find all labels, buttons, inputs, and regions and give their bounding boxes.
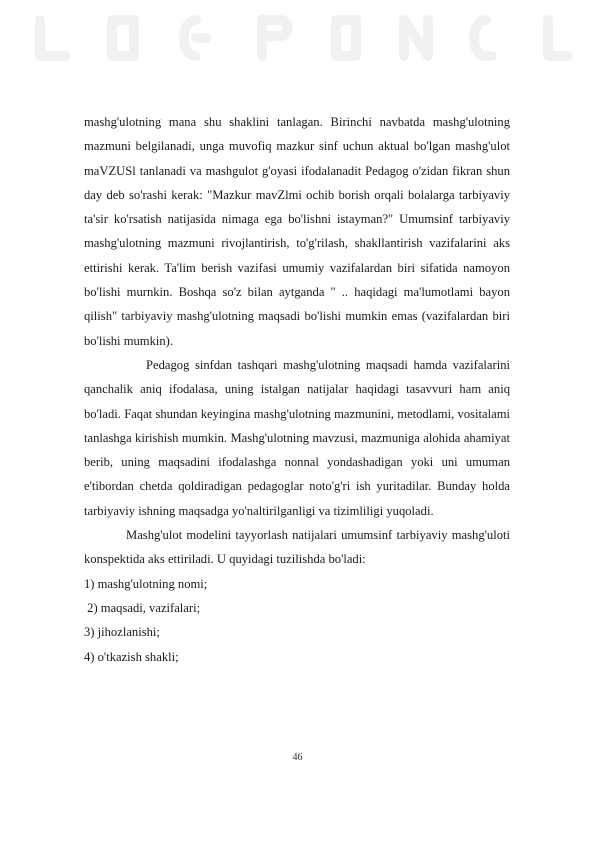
document-body bbox=[84, 110, 510, 669]
list-item-name: 1) mashg'ulotning nomi; bbox=[84, 576, 208, 591]
list-item-equipment: 3) jihozlanishi; bbox=[84, 625, 160, 640]
paragraph-pedagog-goals: Pedagog sinfdan tashqari mashg'ulotning maqsadi hamda vazifalarini qanchalik aniq ifodalasa, uning istalgan natijalar haqidagi tasavvuri ham aniq bo'ladi. Faqat shundan keyingina mashg'ulotning mazmunini, metodlami, vositalami tanlashga kirishish mumkin. Mashg'ulotning mavzusi, mazmuniga alohida ahamiyat berib, uning maqsadini ifodalashga nonnal yondashadigan yoki uni umuman e'tibordan chetda qoldiradigan pedagoglar noto'g'ri ish yuritadilar. Bunday holda tarbiyaviy ishning maqsadga yo'naltirilganligi va tizimliligi yuqoladi. bbox=[84, 357, 510, 518]
paragraph-continuation: mashg'ulotning mana shu shaklini tanlagan. Birinchi navbatda mashg'ulotning mazmuni belgilanadi, unga muvofiq mazkur sinf uchun aktual bo'lgan mashg'ulot maVZUSl tanlanadi va mashgulot g'oyasi ifodalanadit Pedagog o'zidan fikran shun day deb so'rashi kerak: "Mazkur mavZlmi ochib borish orqali bolalarga tarbiyaviy ta'sir ko'rsatish natijasida nimaga ega bo'lishni istayman?" Umumsinf tarbiyaviy mashg'ulotning mazmuni rivojlantirish, to'g'rilash, shakllantirish vazifalarini aks ettirishi kerak. Ta'lim berish vazifasi umumiy vazifalardan biri sifatida namoyon bo'lishi murnkin. Boshqa so'z bilan aytganda " .. haqidagi ma'lumotlami bayon qilish" tarbiyaviy mashg'ulotning maqsadi bo'lishi mumkin emas (vazifalardan biri bo'lishi mumkin). bbox=[84, 115, 510, 348]
page-number: 46 bbox=[292, 752, 303, 763]
list-item-goals: 2) maqsadi, vazifalari; bbox=[84, 600, 201, 615]
list-item-form: 4) o'tkazish shakli; bbox=[84, 649, 179, 664]
paragraph-model-results: Mashg'ulot modelini tayyorlash natijalari umumsinf tarbiyaviy mashg'uloti konspektida aks ettiriladi. U quyidagi tuzilishda bo'ladi: bbox=[84, 528, 510, 567]
